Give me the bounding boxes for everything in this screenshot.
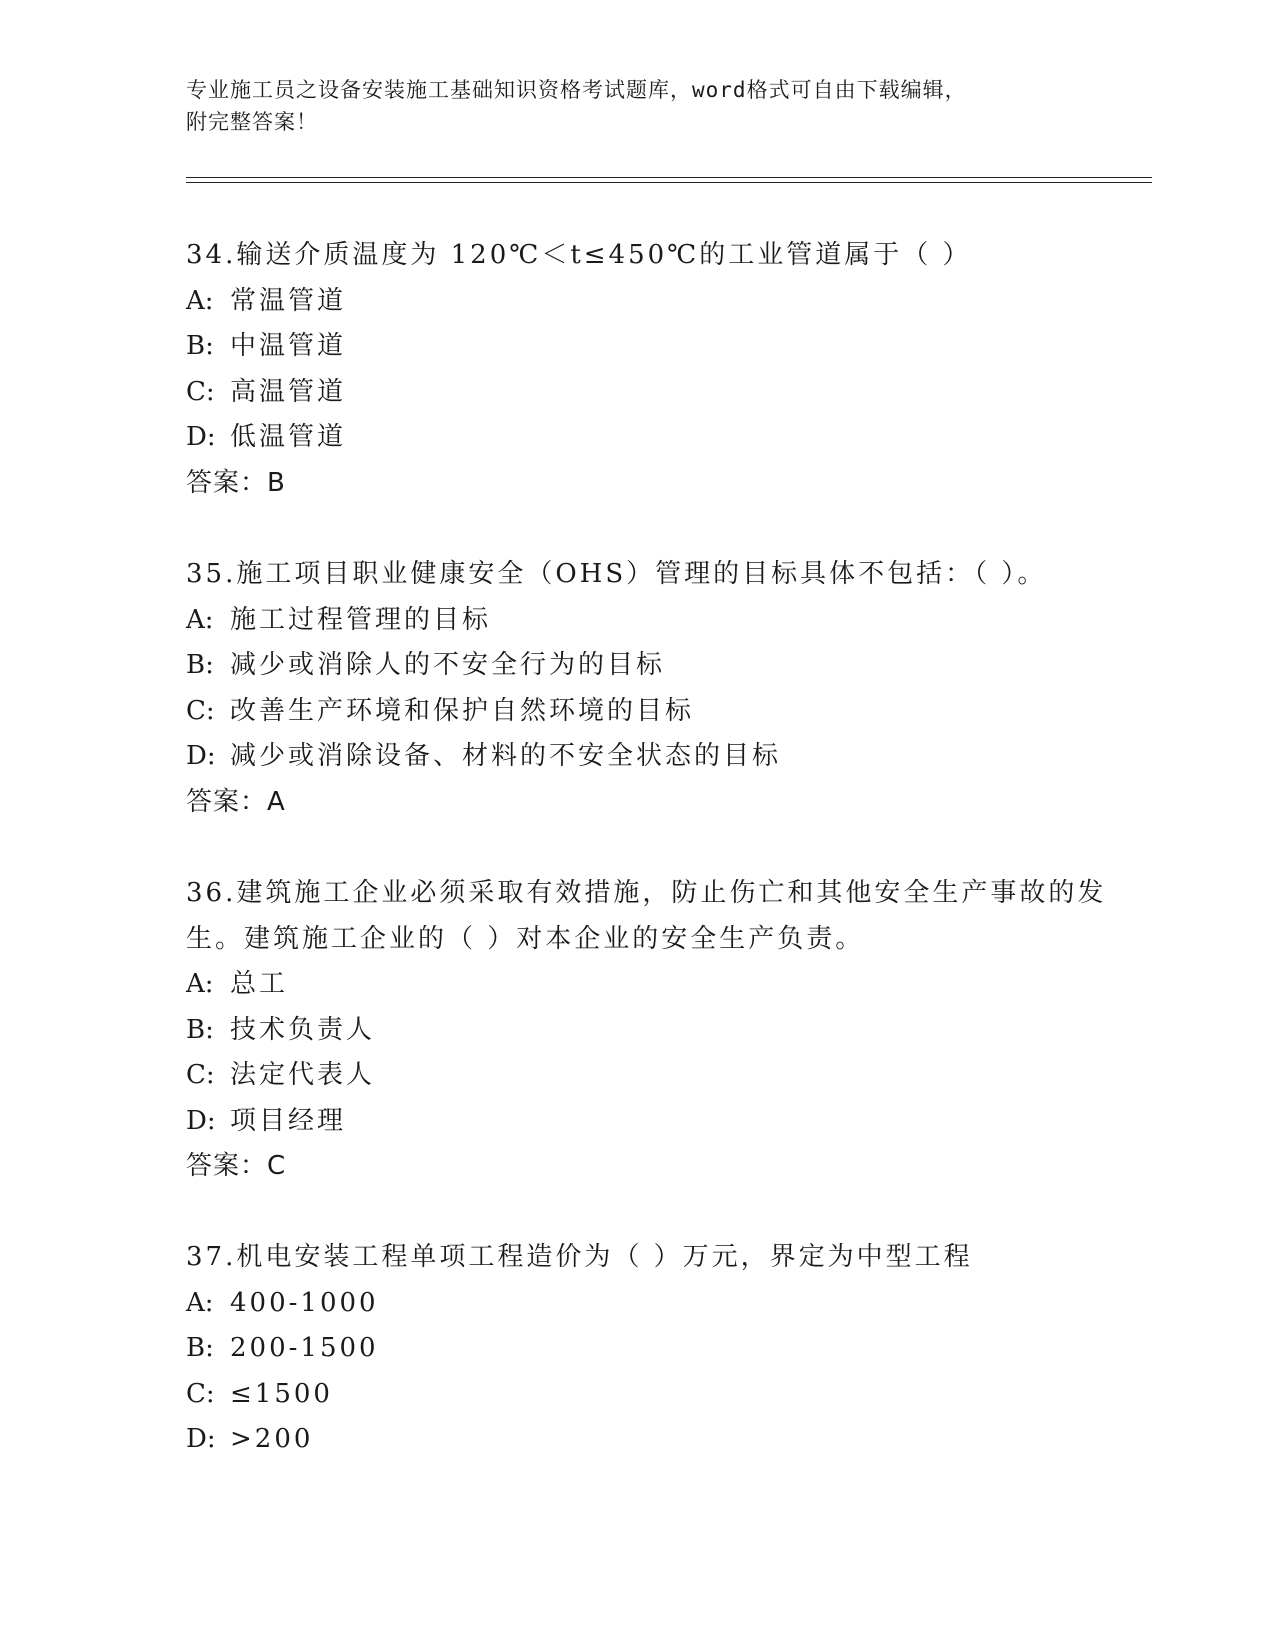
option-text: >200 — [230, 1424, 314, 1454]
option-c — [186, 689, 1116, 735]
answer-line: 答案：A — [186, 786, 286, 817]
option-d — [186, 415, 1116, 461]
question-35 — [186, 552, 1116, 825]
option-text: 低温管道 — [230, 422, 347, 452]
option-d — [186, 1099, 1116, 1145]
option-text: 技术负责人 — [230, 1014, 376, 1045]
option-text: 法定代表人 — [230, 1060, 376, 1090]
option-text: 减少或消除设备、材料的不安全状态的目标 — [230, 741, 782, 771]
option-text: 改善生产环境和保护自然环境的目标 — [230, 695, 695, 726]
option-key: A: — [186, 1287, 214, 1318]
option-c — [186, 370, 1116, 416]
option-text: 常温管道 — [230, 285, 347, 316]
option-b — [186, 643, 1116, 689]
option-text: 200-1500 — [230, 1333, 379, 1363]
answer-line: 答案：C — [186, 1151, 287, 1181]
document-header — [186, 74, 1086, 138]
option-a — [186, 279, 1116, 325]
question-36 — [186, 871, 1116, 1190]
option-b — [186, 1326, 1116, 1372]
option-b — [186, 324, 1116, 370]
question-text: 37.机电安装工程单项工程造价为（ ）万元，界定为中型工程 — [186, 1242, 973, 1272]
option-a — [186, 598, 1116, 644]
question-text: 36.建筑施工企业必须采取有效措施，防止伤亡和其他安全生产事故的发生。建筑施工企业的（ ）对本企业的安全生产负责。 — [186, 878, 1107, 954]
option-text: 高温管道 — [230, 376, 347, 407]
question-text: 34.输送介质温度为 120℃＜t≤450℃的工业管道属于（ ） — [186, 240, 972, 270]
option-text: ≤1500 — [230, 1378, 333, 1409]
option-key: A: — [186, 285, 214, 316]
option-text: 中温管道 — [230, 331, 347, 361]
option-key: B: — [186, 650, 214, 680]
option-key: D: — [186, 422, 216, 452]
header-line-2: 附完整答案！ — [186, 110, 318, 134]
question-text: 35.施工项目职业健康安全（OHS）管理的目标具体不包括：（ ）。 — [186, 559, 1047, 589]
option-c — [186, 1372, 1116, 1418]
header-divider-top — [186, 177, 1152, 178]
option-key: C: — [186, 376, 215, 407]
option-b — [186, 1008, 1116, 1054]
option-key: C: — [186, 1378, 215, 1409]
option-a — [186, 962, 1116, 1008]
option-text: 项目经理 — [230, 1105, 347, 1136]
option-key: D: — [186, 741, 216, 771]
option-c — [186, 1053, 1116, 1099]
question-37 — [186, 1235, 1116, 1463]
option-text: 减少或消除人的不安全行为的目标 — [230, 650, 666, 680]
header-divider-bottom — [186, 182, 1152, 183]
option-d — [186, 1417, 1116, 1463]
option-key: D: — [186, 1424, 216, 1454]
option-d — [186, 734, 1116, 780]
option-a — [186, 1281, 1116, 1327]
header-line-1: 专业施工员之设备安装施工基础知识资格考试题库，word格式可自由下载编辑， — [186, 78, 967, 102]
option-key: B: — [186, 1333, 214, 1363]
option-key: B: — [186, 331, 214, 361]
question-34 — [186, 233, 1116, 506]
option-text: 总工 — [230, 969, 289, 999]
answer-line: 答案：B — [186, 467, 286, 498]
option-key: A: — [186, 604, 214, 635]
option-key: B: — [186, 1014, 214, 1045]
option-text: 施工过程管理的目标 — [230, 604, 492, 635]
option-text: 400-1000 — [230, 1287, 379, 1318]
option-key: C: — [186, 695, 215, 726]
option-key: A: — [186, 969, 214, 999]
option-key: D: — [186, 1105, 216, 1136]
option-key: C: — [186, 1060, 215, 1090]
